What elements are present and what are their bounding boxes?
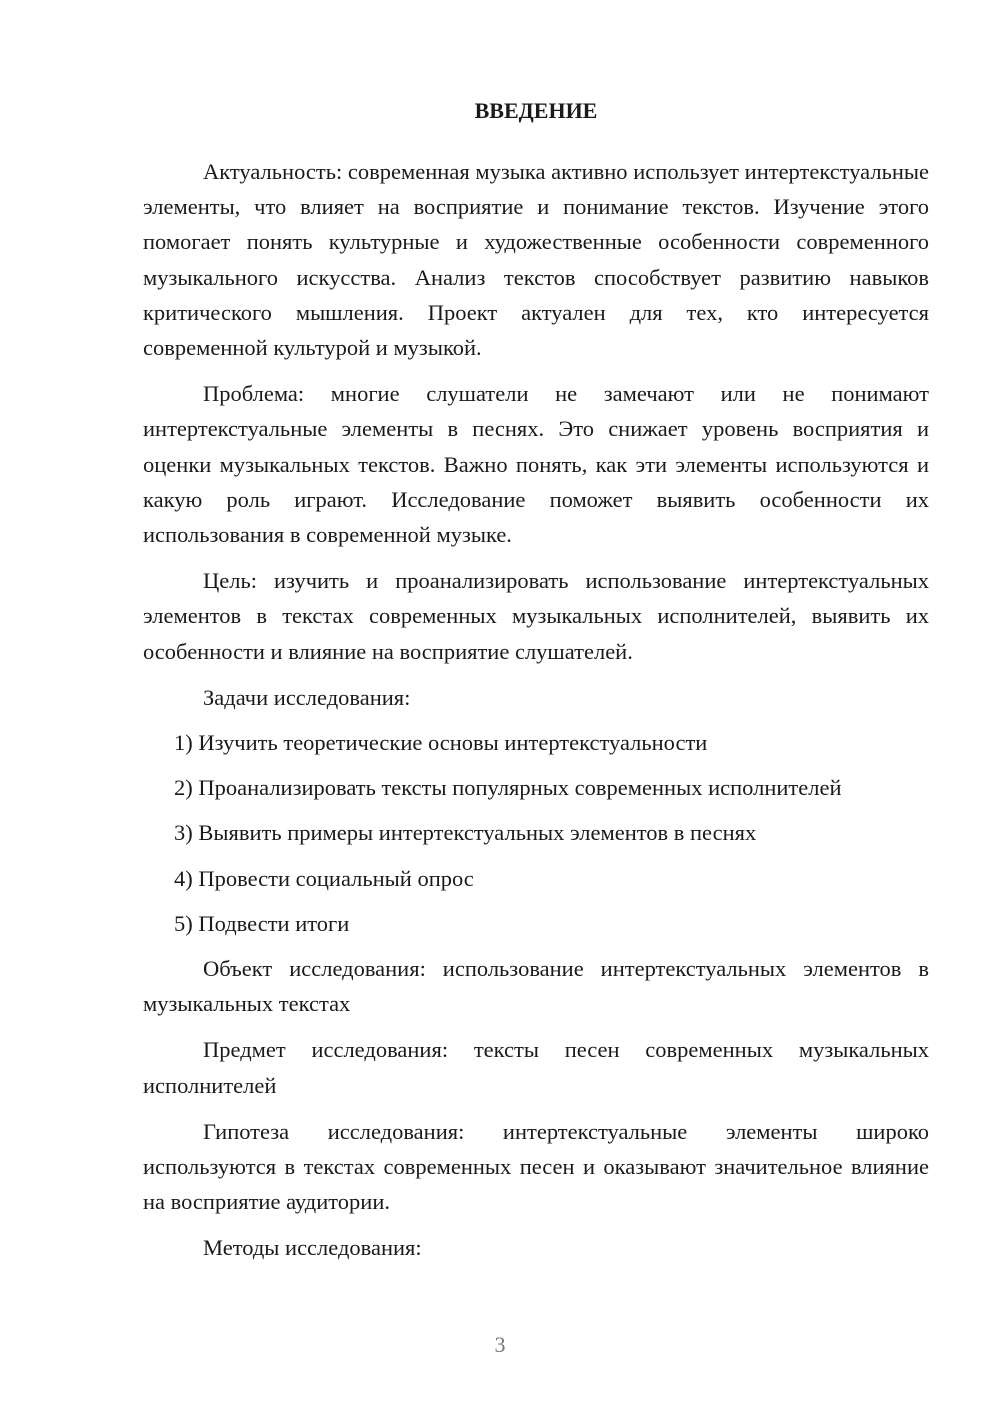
relevance-paragraph: Актуальность: современная музыка активно использует интертекстуальные элементы, что влияет на восприятие и понимание текстов. Изучение этого помогает понять культурные и художественные особенности современного музыкального искусства. Анализ текстов способствует развитию навыков критического мышления. Проект актуален для тех, кто интересуется современной культурой и музыкой. (143, 159, 929, 361)
task-item: 3) Выявить примеры интертекстуальных элементов в песнях (174, 820, 757, 846)
methods-heading: Методы исследования: (203, 1235, 422, 1261)
page-content (143, 88, 929, 1276)
subject-paragraph: Предмет исследования: тексты песен современных музыкальных исполнителей (143, 1037, 929, 1098)
task-item: 4) Провести социальный опрос (174, 865, 474, 891)
task-item: 1) Изучить теоретические основы интертекстуальности (174, 730, 708, 756)
task-item: 5) Подвести итоги (174, 910, 350, 936)
page-number: 3 (494, 1332, 506, 1357)
problem-paragraph: Проблема: многие слушатели не замечают или не понимают интертекстуальные элементы в песнях. Это снижает уровень восприятия и оценки музыкальных текстов. Важно понять, как эти элементы используются и какую роль играют. Исследование поможет выявить особенности их использования в современной музыке. (143, 381, 929, 548)
page-title: ВВЕДЕНИЕ (474, 98, 598, 123)
goal-paragraph: Цель: изучить и проанализировать использование интертекстуальных элементов в текстах современных музыкальных исполнителей, выявить их особенности и влияние на восприятие слушателей. (143, 568, 929, 664)
object-paragraph: Объект исследования: использование интертекстуальных элементов в музыкальных текстах (143, 956, 929, 1017)
tasks-list (143, 725, 929, 941)
task-item: 2) Проанализировать тексты популярных современных исполнителей (174, 775, 842, 801)
tasks-heading: Задачи исследования: (203, 684, 411, 710)
hypothesis-paragraph: Гипотеза исследования: интертекстуальные элементы широко используются в текстах современных песен и оказывают значительное влияние на восприятие аудитории. (143, 1118, 929, 1215)
